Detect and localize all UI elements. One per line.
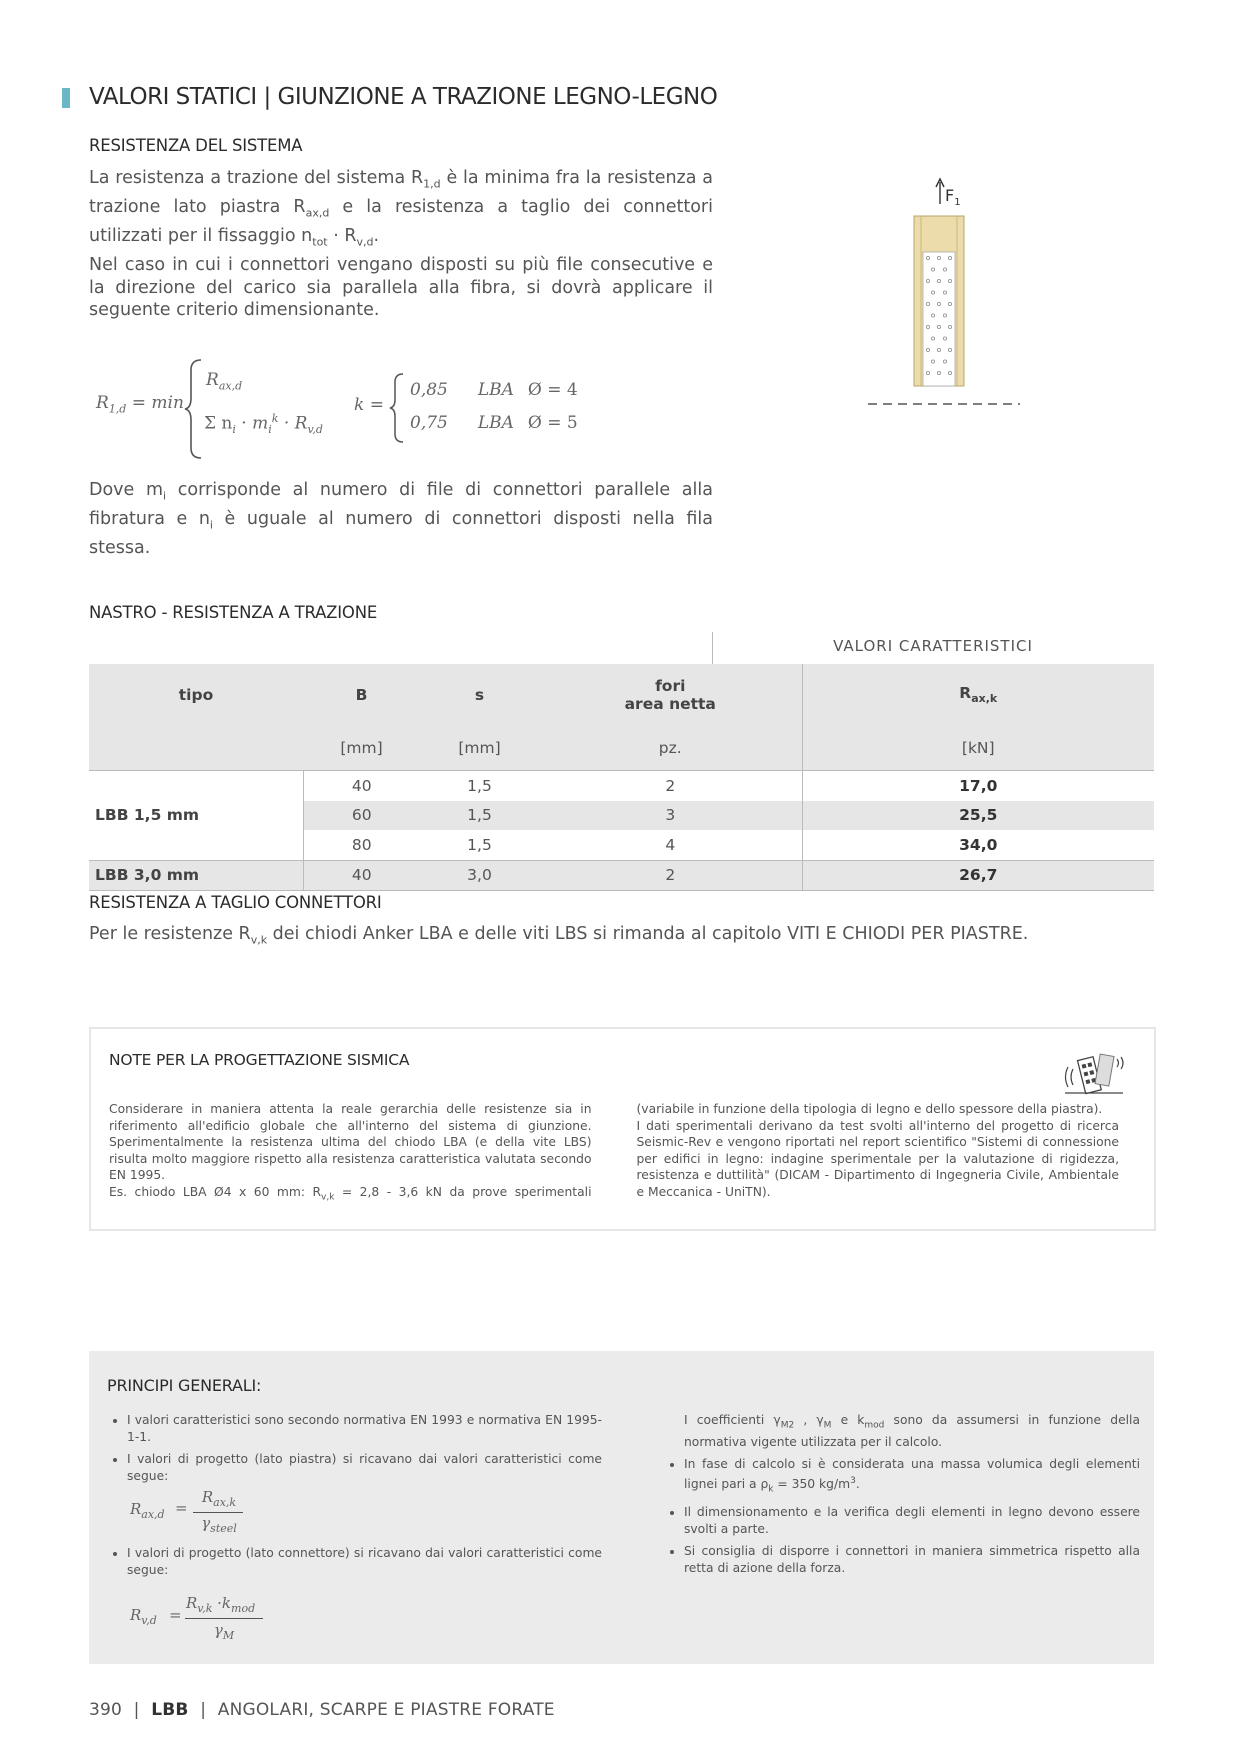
- resistance-table: [89, 664, 1154, 891]
- formula-r1d-option2: Σ $n_i \cdot m_i^k \cdot R_{v,d}$: [204, 412, 323, 437]
- group-header-valori: VALORI CARATTERISTICI: [833, 637, 1033, 655]
- formula-k-label: k =: [354, 395, 384, 415]
- notes-heading: NOTE PER LA PROGETTAZIONE SISMICA: [109, 1051, 410, 1069]
- footer-product: LBB: [151, 1700, 189, 1720]
- unit-b: [mm]: [303, 726, 420, 771]
- fraction-line: [185, 1618, 263, 1619]
- section-heading-nastro: NASTRO - RESISTENZA A TRAZIONE: [89, 603, 378, 622]
- principle-bullet: • I valori di progetto (lato piastra) si ricavano dai valori caratteristici come segue:: [127, 1451, 602, 1484]
- cell-fori: 4: [665, 835, 676, 854]
- footer-separator: |: [133, 1700, 140, 1720]
- principle-bullet: • Il dimensionamento e la verifica degli elementi in legno devono essere svolti a parte.: [684, 1504, 1140, 1537]
- principles-right-column: [664, 1412, 1140, 1582]
- cell-tipo: LBB 1,5 mm: [89, 771, 303, 861]
- formula-eq-2: =: [169, 1606, 182, 1624]
- col-rax: $R_{ax,k}$: [802, 664, 1154, 726]
- cell-rax: 17,0: [802, 771, 1154, 801]
- principle-coefficients: I coefficienti $\gamma_{M2}$ , $\gamma_M$ e $k_{mod}$ sono da assumersi in funzione della normativa vigente utilizzata per il calcolo.: [684, 1413, 1140, 1449]
- formula-rax-d: $R_{ax,d}$: [130, 1500, 165, 1521]
- cell-rax: 34,0: [802, 830, 1154, 860]
- formula-r1d-option1: $R_{ax,d}$: [206, 370, 243, 393]
- formula-r1d-lhs: $R_{1,d} = \min$: [96, 393, 184, 416]
- unit-rax: [kN]: [802, 726, 1154, 771]
- cell-rax: 25,5: [802, 801, 1154, 831]
- principle-bullet: • I valori caratteristici sono secondo normativa EN 1993 e normativa EN 1995-1-1.: [127, 1412, 602, 1445]
- formula-eq-1: =: [175, 1499, 188, 1517]
- table-row: [89, 860, 1154, 891]
- cell-b: 80: [351, 835, 372, 854]
- cell-fori: 3: [539, 801, 802, 831]
- cell-s: 1,5: [467, 776, 492, 795]
- table-row: [89, 771, 1154, 801]
- col-fori: fori area netta: [539, 664, 802, 726]
- seismic-notes-box: [89, 1027, 1156, 1231]
- seismic-icon: [1059, 1049, 1129, 1097]
- joint-diagram: [860, 174, 1040, 414]
- unit-fori: pz.: [539, 726, 802, 771]
- brace-k-icon: [388, 372, 406, 444]
- cell-fori: 2: [539, 860, 802, 891]
- page-footer: [89, 1700, 555, 1720]
- formula-gamma-steel: $\gamma_{steel}$: [201, 1514, 237, 1535]
- formula-gamma-m: $\gamma_M$: [213, 1621, 235, 1642]
- principles-left-column-2: [107, 1545, 602, 1584]
- formula-k-row1: 0,85 LBA Ø = 4: [410, 380, 578, 400]
- col-s: s: [420, 664, 539, 726]
- formula-rv-d: $R_{v,d}$: [130, 1606, 157, 1627]
- footer-chapter: ANGOLARI, SCARPE E PIASTRE FORATE: [217, 1700, 555, 1720]
- paragraph-taglio: Per le resistenze $R_{v,k}$ dei chiodi Anker LBA e delle viti LBS si rimanda al capitolo VITI E CHIODI PER PIASTRE.: [89, 924, 1029, 947]
- table-units-row: [89, 726, 1154, 771]
- cell-s: 1,5: [467, 835, 492, 854]
- force-label: $F_1$: [945, 186, 961, 209]
- principle-bullet: • Si consiglia di disporre i connettori in maniera simmetrica rispetto alla retta di azione della forza.: [684, 1543, 1140, 1576]
- principles-left-column: [107, 1412, 602, 1490]
- title-accent-bar: [62, 88, 70, 108]
- paragraph-dove: Dove $m_i$ corrisponde al numero di file di connettori parallele alla fibratura e $n_i$ è uguale al numero di connettori disposti nella fila stessa.: [89, 480, 714, 559]
- section-heading-taglio: RESISTENZA A TAGLIO CONNETTORI: [89, 893, 382, 912]
- cell-s: 3,0: [420, 860, 539, 891]
- formula-k-row2: 0,75 LBA Ø = 5: [410, 413, 578, 433]
- brace-left-icon: [183, 358, 205, 460]
- footer-separator: |: [200, 1700, 207, 1720]
- col-tipo: tipo: [89, 664, 303, 726]
- fraction-line: [193, 1512, 243, 1513]
- principles-box: [89, 1351, 1154, 1664]
- cell-b: 60: [303, 801, 420, 831]
- table-header-row: [89, 664, 1154, 726]
- unit-s: [mm]: [420, 726, 539, 771]
- notes-text: Considerare in maniera attenta la reale gerarchia delle resistenze sia in riferimento all'edificio globale che all'interno del sistema di giunzione. Sperimentalmente la resistenza ultima del chiodo LBA (e della vite LBS) risulta molto maggiore rispetto alla resistenza caratteristica valutata secondo EN 1995. Es. chiodo LBA Ø4 x 60 mm: $R_{v,k} = 2,8 - 3,6$ kN da prove sperimentali (variabile in funzione della tipologia di legno e dello spessore della piastra). I dati sperimentali derivano da test svolti all'interno del progetto di ricerca Seismic-Rev e vengono riportati nel report scientifico "Sistemi di connessione per edifici in legno: indagine sperimentale per la valutazione di rigidezza, resistenza e duttilità" (DICAM - Dipartimento di Ingegneria Civile, Ambientale e Meccanica - UniTN).: [109, 1102, 1119, 1202]
- principle-bullet: • In fase di calcolo si è considerata una massa volumica degli elementi lignei pari a $\rho_k = 350$ $kg/m^3$.: [684, 1456, 1140, 1498]
- page-number: 390: [89, 1700, 123, 1720]
- paragraph-resistenza: La resistenza a trazione del sistema $R_{1,d}$ è la minima fra la resistenza a trazione lato piastra $R_{ax,d}$ e la resistenza a taglio dei connettori utilizzati per il fissaggio $n_{tot} \cdot R_{v,d}$. Nel caso in cui i connettori vengano disposti su più file consecutive e la direzione del carico sia parallela alla fibra, si dovrà applicare il seguente criterio dimensionante.: [89, 168, 713, 321]
- col-b: B: [303, 664, 420, 726]
- paragraph-criterio: Nel caso in cui i connettori vengano disposti su più file consecutive e la direzione del carico sia parallela alla fibra, si dovrà applicare il seguente criterio dimensionante.: [89, 255, 713, 321]
- cell-tipo: LBB 3,0 mm: [89, 860, 303, 891]
- principles-heading: PRINCIPI GENERALI:: [107, 1376, 262, 1395]
- unit-tipo: [89, 726, 303, 771]
- page-title: VALORI STATICI | GIUNZIONE A TRAZIONE LEGNO-LEGNO: [89, 84, 718, 110]
- cell-b: 40: [303, 860, 420, 891]
- cell-fori: 2: [665, 776, 676, 795]
- principle-bullet: • I valori di progetto (lato connettore) si ricavano dai valori caratteristici come segue:: [127, 1545, 602, 1578]
- cell-rax: 26,7: [802, 860, 1154, 891]
- cell-s: 1,5: [420, 801, 539, 831]
- formula-rv-num: $R_{v,k} \cdot k_{mod}$: [186, 1594, 256, 1615]
- cell-b: 40: [351, 776, 372, 795]
- section-heading-resistenza-sistema: RESISTENZA DEL SISTEMA: [89, 136, 303, 155]
- formula-rax-num: $R_{ax,k}$: [201, 1488, 237, 1509]
